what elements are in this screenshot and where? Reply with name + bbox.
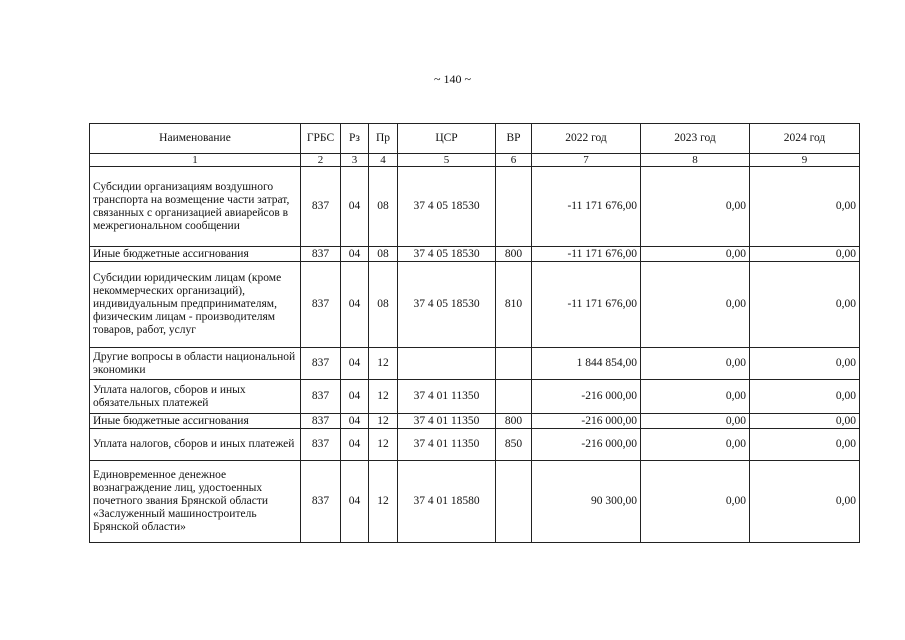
header-vr: ВР: [496, 124, 532, 154]
row-pr: 12: [369, 461, 398, 543]
row-name: Уплата налогов, сборов и иных обязательных платежей: [90, 380, 301, 414]
row-csr: 37 4 01 18580: [398, 461, 496, 543]
column-number: 4: [369, 154, 398, 167]
table-row: [90, 348, 860, 380]
row-pr: 08: [369, 262, 398, 348]
row-2024: 0,00: [750, 414, 860, 429]
row-pr: 12: [369, 414, 398, 429]
column-number: 9: [750, 154, 860, 167]
row-pr: 12: [369, 429, 398, 461]
column-number: 7: [532, 154, 641, 167]
row-grbs: 837: [301, 429, 341, 461]
row-rz: 04: [341, 348, 369, 380]
column-number: 6: [496, 154, 532, 167]
row-grbs: 837: [301, 247, 341, 262]
row-2024: 0,00: [750, 348, 860, 380]
table-row: [90, 414, 860, 429]
row-vr: [496, 348, 532, 380]
row-grbs: 837: [301, 414, 341, 429]
row-2022: -216 000,00: [532, 380, 641, 414]
row-vr: [496, 461, 532, 543]
table-row: [90, 247, 860, 262]
row-rz: 04: [341, 380, 369, 414]
row-2024: 0,00: [750, 247, 860, 262]
column-number: 8: [641, 154, 750, 167]
row-rz: 04: [341, 429, 369, 461]
row-2023: 0,00: [641, 414, 750, 429]
row-vr: 800: [496, 247, 532, 262]
header-pr: Пр: [369, 124, 398, 154]
row-2023: 0,00: [641, 380, 750, 414]
row-csr: 37 4 05 18530: [398, 247, 496, 262]
row-2023: 0,00: [641, 247, 750, 262]
row-name: Иные бюджетные ассигнования: [90, 247, 301, 262]
row-rz: 04: [341, 167, 369, 247]
row-2022: 1 844 854,00: [532, 348, 641, 380]
row-rz: 04: [341, 262, 369, 348]
row-2024: 0,00: [750, 429, 860, 461]
row-vr: [496, 380, 532, 414]
header-2022: 2022 год: [532, 124, 641, 154]
column-number: 3: [341, 154, 369, 167]
row-vr: 850: [496, 429, 532, 461]
table-row: [90, 380, 860, 414]
row-rz: 04: [341, 247, 369, 262]
row-2023: 0,00: [641, 348, 750, 380]
header-csr: ЦСР: [398, 124, 496, 154]
row-rz: 04: [341, 461, 369, 543]
row-vr: [496, 167, 532, 247]
table-row: [90, 262, 860, 348]
row-2022: -216 000,00: [532, 429, 641, 461]
row-pr: 08: [369, 167, 398, 247]
row-2024: 0,00: [750, 380, 860, 414]
column-number: 2: [301, 154, 341, 167]
row-pr: 08: [369, 247, 398, 262]
row-2022: -11 171 676,00: [532, 247, 641, 262]
row-grbs: 837: [301, 167, 341, 247]
row-grbs: 837: [301, 262, 341, 348]
row-name: Уплата налогов, сборов и иных платежей: [90, 429, 301, 461]
row-rz: 04: [341, 414, 369, 429]
header-2023: 2023 год: [641, 124, 750, 154]
row-csr: [398, 348, 496, 380]
row-name: Иные бюджетные ассигнования: [90, 414, 301, 429]
row-2023: 0,00: [641, 429, 750, 461]
table-row: [90, 461, 860, 543]
header-rz: Рз: [341, 124, 369, 154]
header-row: [90, 124, 860, 154]
row-csr: 37 4 05 18530: [398, 262, 496, 348]
row-2022: 90 300,00: [532, 461, 641, 543]
row-csr: 37 4 05 18530: [398, 167, 496, 247]
column-number: 5: [398, 154, 496, 167]
row-2023: 0,00: [641, 262, 750, 348]
row-csr: 37 4 01 11350: [398, 429, 496, 461]
row-grbs: 837: [301, 348, 341, 380]
row-pr: 12: [369, 348, 398, 380]
row-name: Другие вопросы в области национальной экономики: [90, 348, 301, 380]
header-grbs: ГРБС: [301, 124, 341, 154]
page-number: ~ 140 ~: [434, 72, 471, 86]
row-2022: -11 171 676,00: [532, 167, 641, 247]
row-2024: 0,00: [750, 461, 860, 543]
table-row: [90, 429, 860, 461]
column-number-row: [90, 154, 860, 167]
row-csr: 37 4 01 11350: [398, 380, 496, 414]
row-name: Единовременное денежное вознаграждение лиц, удостоенных почетного звания Брянской области «Заслуженный машиностроитель Брянской области»: [90, 461, 301, 543]
row-vr: 800: [496, 414, 532, 429]
row-name: Субсидии юридическим лицам (кроме некоммерческих организаций), индивидуальным предпринимателям, физическим лицам - производителям товаров, работ, услуг: [90, 262, 301, 348]
row-grbs: 837: [301, 461, 341, 543]
budget-table: [89, 123, 860, 543]
header-name: Наименование: [90, 124, 301, 154]
row-2024: 0,00: [750, 167, 860, 247]
row-2024: 0,00: [750, 262, 860, 348]
row-csr: 37 4 01 11350: [398, 414, 496, 429]
table-row: [90, 167, 860, 247]
row-pr: 12: [369, 380, 398, 414]
row-2023: 0,00: [641, 461, 750, 543]
header-2024: 2024 год: [750, 124, 860, 154]
row-name: Субсидии организациям воздушного транспорта на возмещение части затрат, связанных с организацией авиарейсов в межрегиональном сообщении: [90, 167, 301, 247]
row-2022: -216 000,00: [532, 414, 641, 429]
row-grbs: 837: [301, 380, 341, 414]
row-2023: 0,00: [641, 167, 750, 247]
row-vr: 810: [496, 262, 532, 348]
column-number: 1: [90, 154, 301, 167]
row-2022: -11 171 676,00: [532, 262, 641, 348]
